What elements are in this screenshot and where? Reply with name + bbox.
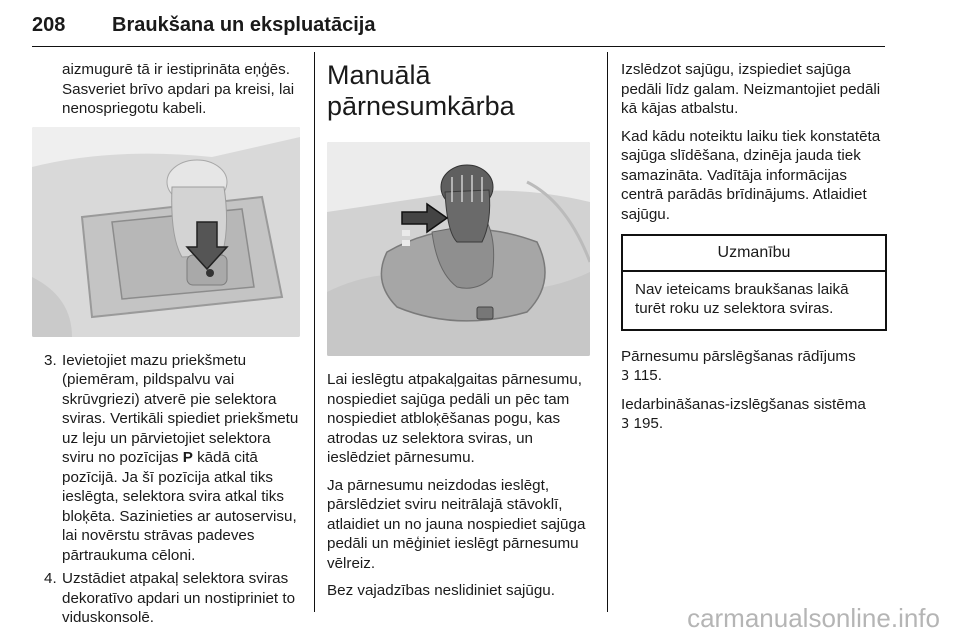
gear-lever-photo [327,142,590,356]
intro-paragraph: aizmugurē tā ir iestiprināta eņģēs. Sasveriet brīvo apdari pa kreisi, lai nenospriegotu kabeli. [62,61,295,117]
section-heading: Manuālā pārnesumkārba [327,60,515,121]
column-left [32,60,302,632]
instruction-item-3 [32,351,302,566]
warning-text: Nav ieteicams braukšanas laikā turēt roku uz selektora sviras. [635,280,849,317]
item-text: Uzstādiet atpakaļ selektora sviras dekoratīvo apdari un nostipriniet to viduskonsolē. [62,570,296,626]
warning-box [621,234,887,331]
selector-lever-photo [32,127,300,337]
item-number: 4. [44,570,57,587]
warning-title: Uzmanību [623,236,885,272]
selector-lever-illustration [32,127,300,337]
paragraph-engine-power: Kad kādu noteiktu laiku tiek konstatēta sajūga slīdēšana, dzinēja jauda tiek samazināta. Vadītāja informācijas centrā parādās brīdinājums. Atlaidiet sajūgu. [621,127,881,223]
reference-shift-indicator [621,347,887,387]
reference-page: 115. [629,367,662,384]
paragraph-gear-fail: Ja pārnesumu neizdodas ieslēgt, pārslēdziet sviru neitrālajā stāvoklī, atlaidiet un no jauna nospiediet sajūga pedāli un mēģiniet ieslēgt pārnesumu vēlreiz. [327,476,586,572]
column-divider [314,52,315,612]
column-middle [327,60,593,609]
paragraph-clutch-slip: Bez vajadzības neslidiniet sajūgu. [327,582,555,599]
page-arrow-icon: 3 [621,417,630,432]
watermark: carmanualsonline.info [687,603,940,633]
item-text: Ievietojiet mazu priekšmetu (piemēram, pildspalvu vai skrūvgriezi) atverē pie selektora sviras. Vertikāli spiediet priekšmetu uz leju un pārvietojiet selektora sviru no pozīcijas [62,351,299,466]
item-text-continued: kādā citā pozīcijā. Ja šī pozīcija atkal tiks ieslēgta, selektora svira atkal tiks bloķēta. Sazinieties ar autoservisu, lai novērstu strāvas padeves pārtraukuma cēloni. [62,449,297,564]
page-header [32,10,885,47]
reference-page: 195. [629,415,664,432]
item-number: 3. [44,351,57,369]
paragraph-clutch-pedal: Izslēdzot sajūgu, izspiediet sajūga pedāli līdz galam. Neizmantojiet pedāli kā kājas atbalstu. [621,61,881,117]
reference-text: Iedarbināšanas-izslēgšanas sistēma [621,395,866,413]
page-arrow-icon: 3 [621,369,630,384]
position-letter: P [182,449,193,466]
paragraph-reverse-gear: Lai ieslēgtu atpakaļgaitas pārnesumu, nospiediet sajūga pedāli un pēc tam nospiediet atbloķēšanas pogu, kas atrodas uz selektora sviras, un ieslēdziet pārnesumu. [327,371,582,466]
reference-text: Pārnesumu pārslēgšanas rādījums [621,347,856,365]
page-number: 208 [32,14,66,36]
reference-stop-start [621,395,887,435]
column-divider [607,52,608,612]
instruction-item-4 [32,569,302,628]
column-right [621,60,887,443]
gear-lever-illustration [327,142,590,356]
section-title: Braukšana un ekspluatācija [112,14,376,36]
